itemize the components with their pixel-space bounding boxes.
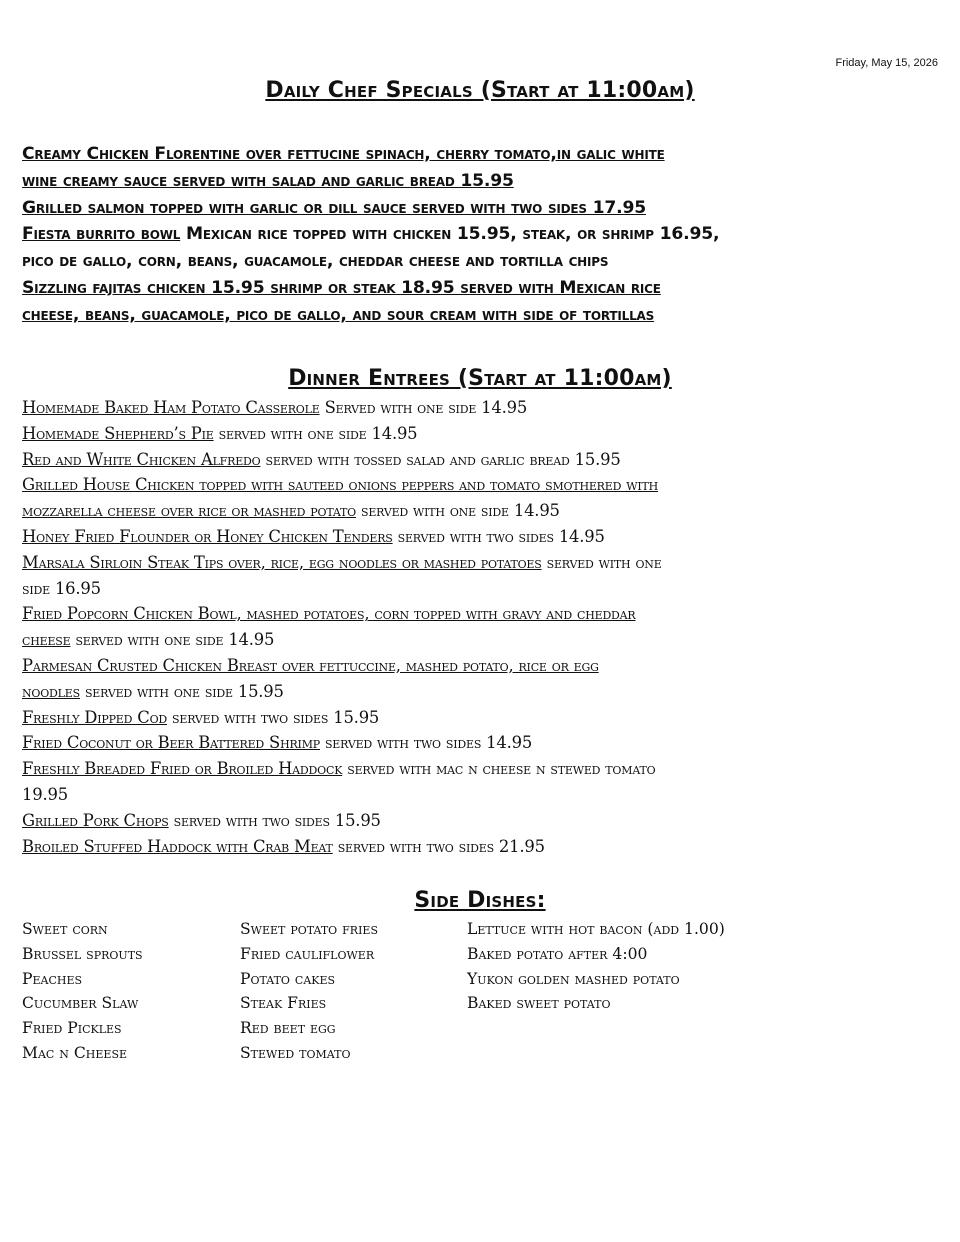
entree-line — [22, 653, 932, 679]
side-dish-item: Steak Fries — [240, 994, 327, 1013]
special-line — [22, 168, 922, 195]
side-dish-item: Mac n Cheese — [22, 1043, 128, 1062]
menu-item-name: Broiled Stuffed Haddock with Crab Meat — [22, 836, 333, 856]
side-dish-item: Potato cakes — [240, 969, 336, 988]
entree-line — [22, 447, 932, 473]
menu-item-details: served with two sides 15.95 — [168, 810, 381, 830]
side-dish-item: Lettuce with hot bacon (add 1.00) — [467, 920, 725, 938]
menu-item-name: Fried Popcorn Chicken Bowl, mashed potatoes, corn topped with gravy and cheddar — [22, 604, 636, 624]
menu-item-name: noodles — [22, 681, 80, 701]
menu-item-details: served with one — [541, 552, 662, 572]
special-line — [22, 302, 922, 329]
entree-line — [22, 730, 932, 756]
menu-item-details: served with two sides 21.95 — [332, 836, 545, 856]
side-dish-item: Peaches — [22, 969, 83, 988]
menu-item-name: Homemade Baked Ham Potato Casserole — [22, 398, 320, 417]
sides-column — [467, 917, 725, 1016]
side-dish-item: Stewed tomato — [240, 1043, 351, 1062]
menu-item-name: cheese — [22, 630, 71, 650]
menu-item-details: served with one side 14.95 — [70, 630, 275, 650]
side-dish-item: Red beet egg — [240, 1019, 336, 1038]
entree-line — [22, 627, 932, 653]
menu-item-name: Creamy Chicken Florentine over fettucine spinach, cherry tomato,in galic white — [22, 144, 665, 164]
entree-line — [22, 550, 932, 576]
menu-item-name: Marsala Sirloin Steak Tips over, rice, egg noodles or mashed potatoes — [22, 552, 542, 572]
menu-item-name: wine creamy sauce served with salad and garlic bread 15.95 — [22, 170, 514, 191]
menu-date: Friday, May 15, 2026 — [835, 57, 938, 69]
menu-item-details: served with tossed salad and garlic bread 15.95 — [260, 449, 621, 469]
menu-item-name: Sizzling fajitas chicken 15.95 shrimp or steak 18.95 served with Mexican rice — [22, 277, 661, 298]
special-line — [22, 248, 922, 275]
menu-item-details: 19.95 — [22, 784, 68, 804]
menu-item-details: served with one side 14.95 — [355, 501, 560, 521]
menu-item-details: served with two sides 14.95 — [392, 526, 605, 546]
menu-item-name: Honey Fried Flounder or Honey Chicken Tenders — [22, 526, 393, 546]
menu-item-name: Red and White Chicken Alfredo — [22, 449, 261, 469]
menu-item-name: Grilled Pork Chops — [22, 810, 169, 830]
menu-item-name: Grilled salmon topped with garlic or dill sauce served with two sides 17.95 — [22, 197, 647, 218]
side-dish-item: Baked sweet potato — [467, 994, 611, 1013]
special-line — [22, 195, 922, 222]
entree-line — [22, 705, 932, 731]
side-dish-item: Yukon golden mashed potato — [467, 969, 680, 988]
sides-heading: Side Dishes: — [414, 888, 546, 913]
entree-line — [22, 756, 932, 782]
menu-item-name: Freshly Breaded Fried or Broiled Haddock — [22, 759, 343, 779]
entree-line — [22, 498, 932, 524]
entree-line — [22, 395, 932, 421]
sides-column — [240, 917, 378, 1066]
side-dish-item: Sweet corn — [22, 920, 108, 938]
side-dish-item: Brussel sprouts — [22, 944, 143, 963]
sides-column — [22, 917, 143, 1066]
side-dish-item: Baked potato after 4:00 — [467, 944, 648, 963]
entree-line — [22, 576, 932, 602]
special-line — [22, 275, 922, 302]
menu-item-name: Parmesan Crusted Chicken Breast over fettuccine, mashed potato, rice or egg — [22, 655, 599, 675]
entrees-list — [22, 395, 932, 859]
menu-item-details: served with mac n cheese n stewed tomato — [342, 759, 656, 779]
specials-heading: Daily Chef Specials (Start at 11:00am) — [265, 78, 695, 103]
menu-item-name: mozzarella cheese over rice or mashed potato — [22, 501, 356, 521]
menu-item-details: Served with one side 14.95 — [319, 398, 528, 417]
entrees-heading: Dinner Entrees (Start at 11:00am) — [288, 366, 672, 391]
menu-item-name: Fried Coconut or Beer Battered Shrimp — [22, 733, 320, 753]
menu-item-name: Fiesta burrito bowl — [22, 224, 181, 245]
special-line — [22, 221, 922, 248]
menu-item-name: Grilled House Chicken topped with sauteed onions peppers and tomato smothered with — [22, 475, 659, 495]
special-line — [22, 141, 922, 168]
menu-item-details: pico de gallo, corn, beans, guacamole, cheddar cheese and tortilla chips — [22, 251, 609, 272]
side-dish-item: Fried cauliflower — [240, 944, 375, 963]
menu-item-details: served with one side 14.95 — [213, 423, 418, 443]
menu-item-details: served with two sides 14.95 — [319, 733, 533, 753]
menu-item-name: cheese, beans, guacamole, pico de gallo, and sour cream with side of tortillas — [22, 304, 655, 325]
entree-line — [22, 782, 932, 808]
specials-list — [22, 141, 922, 329]
entree-line — [22, 834, 932, 860]
menu-item-details: side 16.95 — [22, 578, 101, 598]
entree-line — [22, 808, 932, 834]
entree-line — [22, 421, 932, 447]
entree-line — [22, 679, 932, 705]
entree-line — [22, 601, 932, 627]
menu-item-details: Mexican rice topped with chicken 15.95, steak, or shrimp 16.95, — [180, 224, 720, 245]
menu-item-name: Homemade Shepherd’s Pie — [22, 423, 214, 443]
entree-line — [22, 524, 932, 550]
side-dish-item: Fried Pickles — [22, 1019, 122, 1038]
menu-item-details: served with one side 15.95 — [79, 681, 284, 701]
side-dish-item: Sweet potato fries — [240, 920, 378, 938]
menu-item-details: served with two sides 15.95 — [167, 707, 380, 727]
menu-item-name: Freshly Dipped Cod — [22, 707, 168, 727]
entree-line — [22, 472, 932, 498]
side-dish-item: Cucumber Slaw — [22, 994, 139, 1013]
